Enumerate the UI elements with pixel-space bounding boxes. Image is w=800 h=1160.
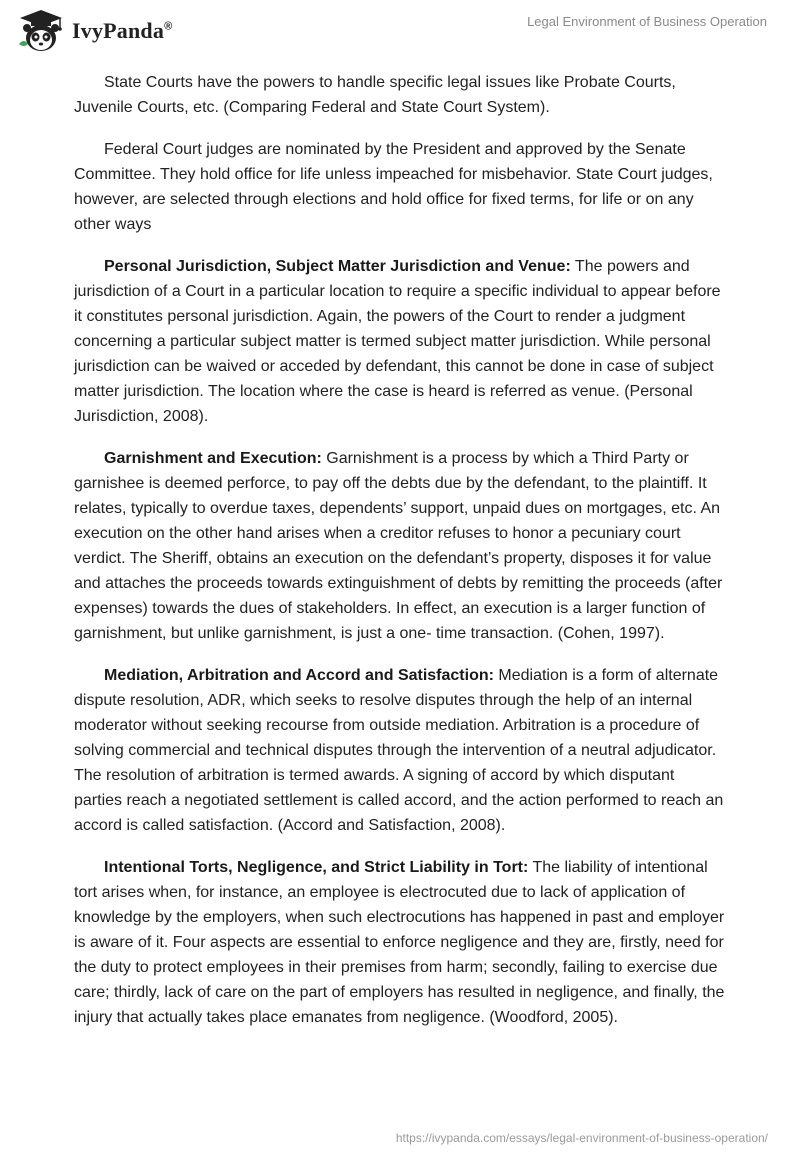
- paragraph-text: The liability of intentional tort arises when, for instance, an employee is electrocuted due to lack of application of knowledge by the employers, when such electrocutions has happened in past and employer is aware of it. Four aspects are essential to enforce negligence and they are, firstly, need for the duty to protect employees in their premises from harm; secondly, failing to exercise due care; thirdly, lack of care on the part of employers has resulted in negligence, and finally, the injury that actually takes place emanates from negligence. (Woodford, 2005).: [74, 859, 725, 1026]
- paragraph: [74, 70, 726, 120]
- paragraph-heading: Garnishment and Execution:: [104, 450, 322, 467]
- paragraph: [74, 446, 726, 646]
- paragraph-heading: Mediation, Arbitration and Accord and Satisfaction:: [104, 667, 494, 684]
- paragraph-text: The powers and jurisdiction of a Court in a particular location to require a specific individual to appear before it constitutes personal jurisdiction. Again, the powers of the Court to render a judgment concerning a particular subject matter is termed subject matter jurisdiction. While personal jurisdiction can be waived or acceded by defendant, this cannot be done in case of subject matter jurisdiction. The location where the case is heard is referred as venue. (Personal Jurisdiction, 2008).: [74, 258, 721, 425]
- paragraph-text: Federal Court judges are nominated by the President and approved by the Senate Committee. They hold office for life unless impeached for misbehavior. State Court judges, however, are selected through elections and hold office for fixed terms, for life or on any other ways: [74, 141, 713, 233]
- paragraph-text: Mediation is a form of alternate dispute resolution, ADR, which seeks to resolve disputes through the help of an internal moderator without seeking recourse from outside mediation. Arbitration is a procedure of solving commercial and technical disputes through the intervention of a neutral adjudicator. The resolution of arbitration is termed awards. A signing of accord by which disputant parties reach a negotiated settlement is called accord, and the action performed to reach an accord is called satisfaction. (Accord and Satisfaction, 2008).: [74, 667, 724, 834]
- paragraph: [74, 663, 726, 838]
- essay-body: [74, 70, 726, 1047]
- paragraph-text: State Courts have the powers to handle specific legal issues like Probate Courts, Juvenile Courts, etc. (Comparing Federal and State Court System).: [74, 74, 676, 116]
- paragraph-heading: Personal Jurisdiction, Subject Matter Jurisdiction and Venue:: [104, 258, 571, 275]
- registered-mark: ®: [164, 20, 173, 33]
- brand-name: IvyPanda®: [72, 18, 173, 43]
- document-title: Legal Environment of Business Operation: [527, 14, 767, 29]
- paragraph-heading: Intentional Torts, Negligence, and Strict Liability in Tort:: [104, 859, 529, 876]
- panda-graduate-icon: [16, 8, 66, 54]
- page-header: [0, 0, 800, 64]
- paragraph: [74, 855, 726, 1030]
- ivypanda-logo[interactable]: [16, 8, 172, 54]
- paragraph: [74, 137, 726, 237]
- source-url-link[interactable]: https://ivypanda.com/essays/legal-environment-of-business-operation/: [395, 1131, 768, 1145]
- paragraph-text: Garnishment is a process by which a Third Party or garnishee is deemed perforce, to pay off the debts due by the defendant, to the plaintiff. It relates, typically to overdue taxes, dependents’ support, unpaid dues on mortgages, etc. An execution on the other hand arises when a creditor refuses to honor a pecuniary court verdict. The Sheriff, obtains an execution on the defendant’s property, disposes it for value and attaches the proceeds towards extinguishment of debts by remitting the proceeds (after expenses) towards the dues of stakeholders. In effect, an execution is a larger function of garnishment, but unlike garnishment, is just a one- time transaction. (Cohen, 1997).: [74, 450, 723, 642]
- paragraph: [74, 254, 726, 429]
